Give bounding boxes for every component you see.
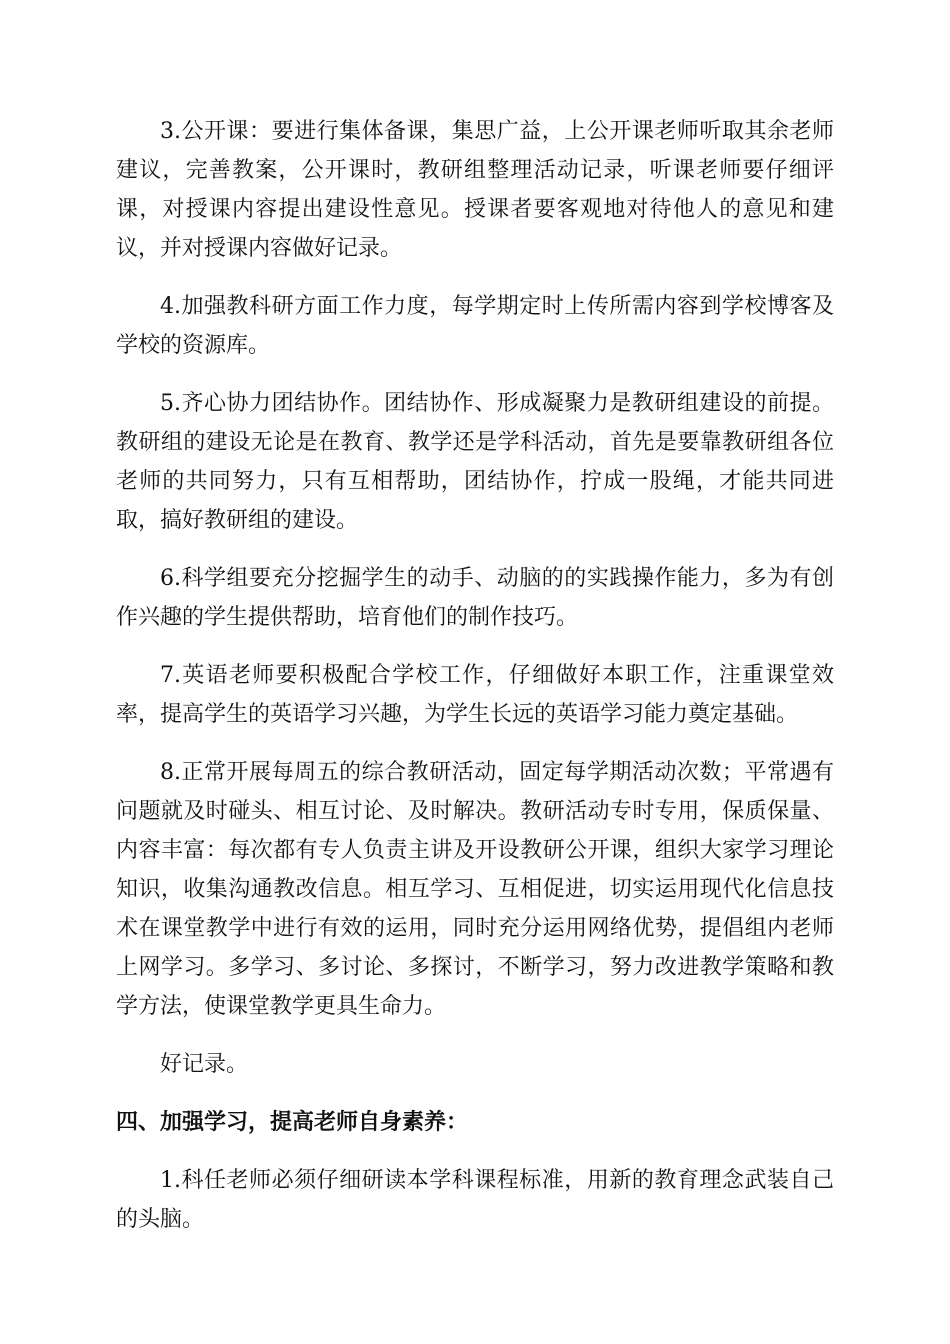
- paragraph-science-group: 6.科学组要充分挖掘学生的动手、动脑的的实践操作能力，多为有创作兴趣的学生提供帮助，培育他们的制作技巧。: [116, 566, 834, 630]
- paragraph-english-teachers: 7.英语老师要积极配合学校工作，仔细做好本职工作，注重课堂效率，提高学生的英语学习兴趣，为学生长远的英语学习能力奠定基础。: [116, 663, 834, 727]
- paragraph-curriculum-study: 1.科任老师必须仔细研读本学科课程标准，用新的教育理念武装自己的头脑。: [116, 1168, 834, 1232]
- paragraph-teamwork: 5.齐心协力团结协作。团结协作、形成凝聚力是教研组建设的前提。教研组的建设无论是在教育、教学还是学科活动，首先是要靠教研组各位老师的共同努力，只有互相帮助，团结协作，拧成一股绳，才能共同进取，搞好教研组的建设。: [116, 391, 834, 533]
- section-heading: 四、加强学习，提高老师自身素养：: [116, 1110, 469, 1135]
- paragraph-research-work: 4.加强教科研方面工作力度，每学期定时上传所需内容到学校博客及学校的资源库。: [116, 294, 834, 358]
- document-body: [116, 112, 834, 1258]
- paragraph-fragment: 好记录。: [160, 1052, 249, 1077]
- paragraph-open-class: 3.公开课：要进行集体备课，集思广益，上公开课老师听取其余老师建议，完善教案，公开课时，教研组整理活动记录，听课老师要仔细评课，对授课内容提出建设性意见。授课者要客观地对待他人的意见和建议，并对授课内容做好记录。: [116, 119, 834, 261]
- paragraph-weekly-research: 8.正常开展每周五的综合教研活动，固定每学期活动次数；平常遇有问题就及时碰头、相互讨论、及时解决。教研活动专时专用，保质保量、内容丰富：每次都有专人负责主讲及开设教研公开课，组织大家学习理论知识，收集沟通教改信息。相互学习、互相促进，切实运用现代化信息技术在课堂教学中进行有效的运用，同时充分运用网络优势，提倡组内老师上网学习。多学习、多讨论、多探讨，不断学习，努力改进教学策略和教学方法，使课堂教学更具生命力。: [116, 760, 834, 1019]
